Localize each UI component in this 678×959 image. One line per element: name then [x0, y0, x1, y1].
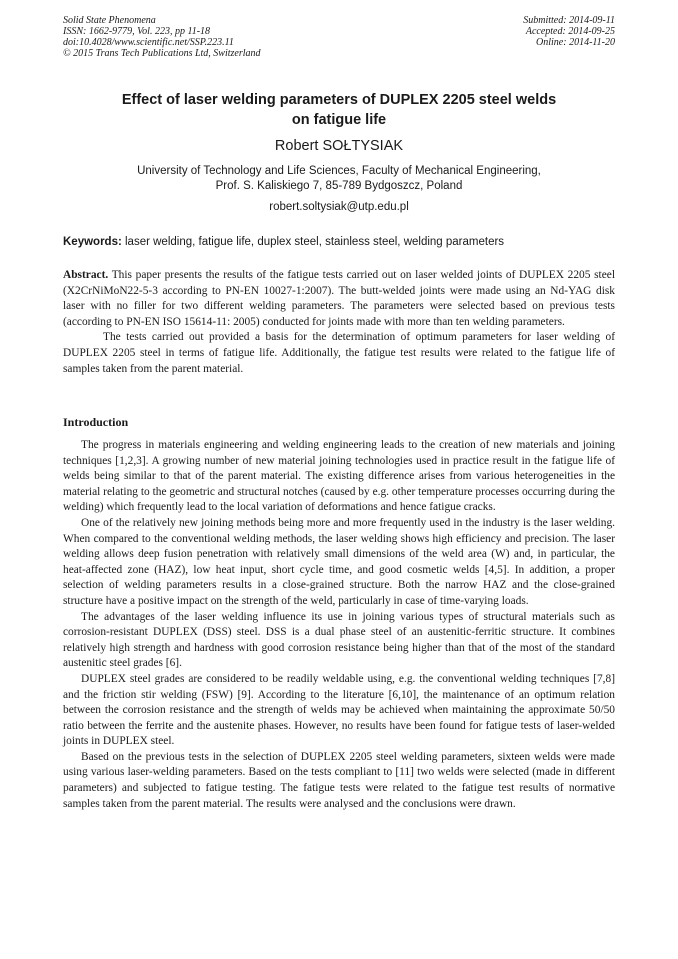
intro-paragraph-1: The progress in materials engineering and welding engineering leads to the creation of new materials and joining techniques [1,2,3]. A growing number of new material joining technologies used in practice result in the fatigue life of welds being similar to that of the parent material. The existing difference arises from various heterogeneities in the material relating to the geometric and structural notches (caused by e.g. other temperature processes occurring during the welding) which frequently lead to the local variation of deformations and hence fatigue cracks.	[63, 439, 615, 514]
author-name: Robert SOŁTYSIAK	[274, 138, 404, 154]
abstract-label: Abstract.	[63, 269, 109, 281]
keywords	[63, 235, 615, 249]
abstract-text-1: This paper presents the results of the fatigue tests carried out on laser welded joints of DUPLEX 2205 steel (X2CrNiMoN22-5-3 according to PN-EN 10027-1:2007). The butt-welded joints were made using an Nd-YAG disk laser with no filler for two different welding parameters. The parameters were selected based on previous tests (according to PN-EN ISO 15614-11: 2005) conducted for joints made with more than ten welding parameters.	[63, 269, 615, 328]
paper-title	[63, 90, 615, 130]
journal-issn: ISSN: 1662-9779, Vol. 223, pp 11-18	[63, 26, 211, 37]
journal-doi: doi:10.4028/www.scientific.net/SSP.223.11	[63, 37, 234, 48]
section-heading-introduction: Introduction	[63, 415, 129, 429]
introduction-section	[63, 438, 615, 812]
online-date: Online: 2014-11-20	[536, 37, 615, 48]
abstract-paragraph-2: The tests carried out provided a basis for the determination of optimum parameters for laser welding of DUPLEX 2205 steel in terms of fatigue life. Additionally, the fatigue test results were related to the fatigue life of samples taken from the parent material.	[63, 331, 615, 375]
abstract	[63, 268, 615, 377]
author-email[interactable]: robert.soltysiak@utp.edu.pl	[269, 201, 409, 213]
keywords-label: Keywords:	[63, 236, 122, 248]
keywords-text: laser welding, fatigue life, duplex steel, stainless steel, welding parameters	[121, 236, 505, 248]
paper-title-line-1: Effect of laser welding parameters of DUPLEX 2205 steel welds	[121, 92, 557, 108]
accepted-date: Accepted: 2014-09-25	[525, 26, 615, 37]
affiliation-line-2: Prof. S. Kaliskiego 7, 85-789 Bydgoszcz, Poland	[215, 180, 463, 192]
abstract-paragraph-1	[63, 268, 615, 330]
intro-paragraph-4: DUPLEX steel grades are considered to be readily weldable using, e.g. the conventional welding techniques [7,8] and the friction stir welding (FSW) [9]. According to the literature [6,10], the maintenance of an optimum relation between the corrosion resistance and the strength of welds may be achieved when maintaining the approximate 50/50 ratio between the ferrite and the austenite phases. However, no results have been found for fatigue tests of laser-welded joints in DUPLEX steel.	[63, 672, 615, 748]
affiliation	[63, 164, 615, 194]
paper-title-line-2: on fatigue life	[291, 112, 387, 128]
intro-paragraph-3: The advantages of the laser welding influence its use in joining various types of structural materials such as corrosion-resistant DUPLEX (DSS) steel. DSS is a dual phase steel of an austenitic-ferritic structure. It combines relatively high strength and hardness with good corrosion resistance being higher than that of the most of the standard austenitic steel grades [6].	[63, 610, 615, 670]
intro-paragraph-2: One of the relatively new joining methods being more and more frequently used in the industry is the laser welding. When compared to the conventional welding methods, the laser welding shows high efficiency and precision. The laser welding allows deep fusion penetration with relatively small dimensions of the weld area (W) and, in particular, the heat-affected zone (HAZ), low heat input, short cycle time, and good cosmetic welds [4,5]. In addition, a proper selection of welding parameters results in a close-grained structure. Both the narrow HAZ and the close-grained structure have a positive impact on the strength of the weld, particularly in case of time-varying loads.	[63, 516, 615, 607]
journal-info	[63, 15, 261, 59]
affiliation-line-1: University of Technology and Life Sciences, Faculty of Mechanical Engineering,	[137, 165, 541, 177]
submission-dates	[523, 15, 615, 48]
journal-name: Solid State Phenomena	[63, 15, 156, 26]
submitted-date: Submitted: 2014-09-11	[523, 15, 615, 26]
intro-paragraph-5: Based on the previous tests in the selection of DUPLEX 2205 steel welding parameters, sixteen welds were made using various laser-welding parameters. Based on the tests compliant to [11] two welds were selected (made in different parameters) and subjected to fatigue testing. The fatigue tests were related to the fatigue test results of normative samples taken from the parent material. The results were analysed and the conclusions were drawn.	[63, 750, 615, 810]
journal-copyright: © 2015 Trans Tech Publications Ltd, Switzerland	[63, 48, 261, 59]
